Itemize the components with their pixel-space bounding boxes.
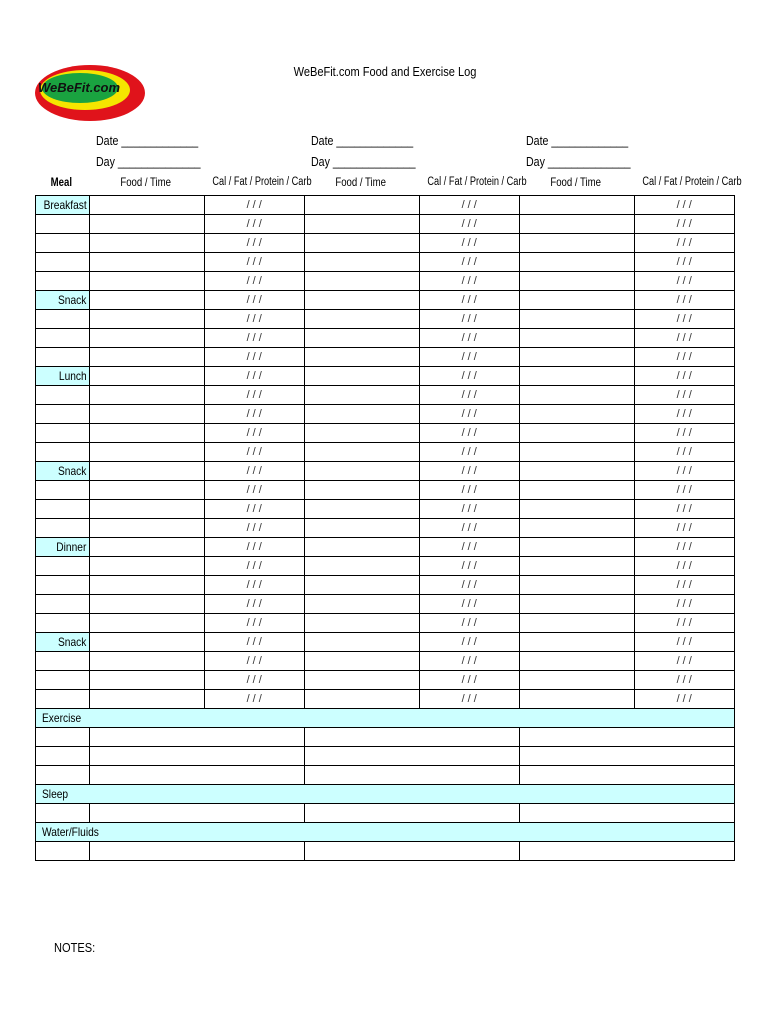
- day1-food-cell[interactable]: [89, 234, 204, 253]
- day2-entry-cell[interactable]: [304, 842, 519, 861]
- day2-food-cell[interactable]: [304, 462, 419, 481]
- day2-food-cell[interactable]: [304, 443, 419, 462]
- table-row: [36, 842, 735, 861]
- day2-entry-cell[interactable]: [304, 766, 519, 785]
- day2-macro-cell[interactable]: / / /: [419, 595, 519, 614]
- day2-macro-cell[interactable]: / / /: [419, 481, 519, 500]
- meal-label: Lunch: [58, 369, 87, 383]
- day1-macro-cell[interactable]: / / /: [204, 272, 304, 291]
- food-log-table: [35, 195, 735, 861]
- table-row: [36, 424, 735, 443]
- section-label: Exercise: [42, 711, 82, 725]
- meal-label: Snack: [58, 293, 87, 307]
- day1-food-cell[interactable]: [89, 367, 204, 386]
- day3-food-cell[interactable]: [519, 196, 634, 215]
- section-header-row: [36, 785, 735, 804]
- day2-macro-cell[interactable]: / / /: [419, 253, 519, 272]
- meal-label-cell: [36, 633, 90, 652]
- section-label: Sleep: [42, 787, 69, 801]
- section-label: Water/Fluids: [42, 825, 99, 839]
- day1-entry-cell[interactable]: [89, 804, 304, 823]
- day3-macro-cell[interactable]: / / /: [634, 253, 734, 272]
- table-row: [36, 728, 735, 747]
- day3-food-cell[interactable]: [519, 329, 634, 348]
- day1-food-cell[interactable]: [89, 462, 204, 481]
- meal-cell: [36, 310, 90, 329]
- day2-macro-cell[interactable]: / / /: [419, 234, 519, 253]
- day2-macro-cell[interactable]: / / /: [419, 500, 519, 519]
- day1-macro-cell[interactable]: / / /: [204, 234, 304, 253]
- day3-food-cell[interactable]: [519, 614, 634, 633]
- section-entry-cell[interactable]: [36, 804, 90, 823]
- day1-entry-cell[interactable]: [89, 728, 304, 747]
- day1-food-cell[interactable]: [89, 348, 204, 367]
- day1-entry-cell[interactable]: [89, 766, 304, 785]
- meal-column-header: Meal: [50, 175, 72, 189]
- day2-macro-cell[interactable]: / / /: [419, 348, 519, 367]
- day1-food-cell[interactable]: [89, 633, 204, 652]
- day3-macro-cell[interactable]: / / /: [634, 519, 734, 538]
- day3-macro-cell[interactable]: / / /: [634, 595, 734, 614]
- day2-food-cell[interactable]: [304, 481, 419, 500]
- day3-food-cell[interactable]: [519, 576, 634, 595]
- day3-macro-cell[interactable]: / / /: [634, 234, 734, 253]
- day2-food-cell[interactable]: [304, 329, 419, 348]
- day2-food-cell[interactable]: [304, 595, 419, 614]
- day1-macro-cell[interactable]: / / /: [204, 557, 304, 576]
- day3-macro-cell[interactable]: / / /: [634, 329, 734, 348]
- meal-cell: [36, 614, 90, 633]
- day1-macro-cell[interactable]: / / /: [204, 519, 304, 538]
- table-row: [36, 405, 735, 424]
- day3-food-cell[interactable]: [519, 671, 634, 690]
- meal-label-cell: [36, 291, 90, 310]
- day3-food-cell[interactable]: [519, 652, 634, 671]
- day2-food-cell[interactable]: [304, 253, 419, 272]
- day3-food-cell[interactable]: [519, 633, 634, 652]
- day1-macro-cell[interactable]: / / /: [204, 500, 304, 519]
- table-row: [36, 614, 735, 633]
- day2-food-cell[interactable]: [304, 500, 419, 519]
- day3-food-cell[interactable]: [519, 234, 634, 253]
- meal-cell: [36, 253, 90, 272]
- section-header-row: [36, 823, 735, 842]
- day3-food-cell[interactable]: [519, 500, 634, 519]
- day2-food-cell[interactable]: [304, 367, 419, 386]
- day3-food-cell[interactable]: [519, 690, 634, 709]
- day1-food-header: Food / Time: [120, 175, 171, 189]
- day3-macro-cell[interactable]: / / /: [634, 500, 734, 519]
- day3-macro-cell[interactable]: / / /: [634, 405, 734, 424]
- day1-macro-cell[interactable]: / / /: [204, 443, 304, 462]
- day3-macro-cell[interactable]: / / /: [634, 690, 734, 709]
- table-row: [36, 196, 735, 215]
- day3-food-cell[interactable]: [519, 215, 634, 234]
- day3-food-cell[interactable]: [519, 291, 634, 310]
- day2-macro-cell[interactable]: / / /: [419, 462, 519, 481]
- day1-food-cell[interactable]: [89, 196, 204, 215]
- day1-entry-cell[interactable]: [89, 747, 304, 766]
- meal-label-cell: [36, 462, 90, 481]
- day2-macro-cell[interactable]: / / /: [419, 443, 519, 462]
- day1-food-cell[interactable]: [89, 272, 204, 291]
- meal-label-cell: [36, 196, 90, 215]
- day2-food-cell[interactable]: [304, 633, 419, 652]
- day3-macro-cell[interactable]: / / /: [634, 443, 734, 462]
- day3-macro-cell[interactable]: / / /: [634, 481, 734, 500]
- meal-label-cell: [36, 367, 90, 386]
- day2-macro-cell[interactable]: / / /: [419, 424, 519, 443]
- day2-macro-cell[interactable]: / / /: [419, 557, 519, 576]
- day2-macro-cell[interactable]: / / /: [419, 633, 519, 652]
- day2-macro-cell[interactable]: / / /: [419, 519, 519, 538]
- day2-macro-cell[interactable]: / / /: [419, 272, 519, 291]
- meal-cell: [36, 500, 90, 519]
- day1-macro-cell[interactable]: / / /: [204, 329, 304, 348]
- day1-macro-cell[interactable]: / / /: [204, 405, 304, 424]
- table-row: [36, 557, 735, 576]
- day1-macro-cell[interactable]: / / /: [204, 671, 304, 690]
- day2-macro-cell[interactable]: / / /: [419, 196, 519, 215]
- day3-macro-header: Cal / Fat / Protein / Carb: [642, 176, 742, 188]
- day1-food-cell[interactable]: [89, 690, 204, 709]
- day2-day-field[interactable]: Day ______________: [311, 155, 416, 169]
- day3-macro-cell[interactable]: / / /: [634, 291, 734, 310]
- table-row: [36, 576, 735, 595]
- meal-cell: [36, 595, 90, 614]
- day1-food-cell[interactable]: [89, 595, 204, 614]
- day1-macro-cell[interactable]: / / /: [204, 481, 304, 500]
- day1-macro-cell[interactable]: / / /: [204, 424, 304, 443]
- table-row: [36, 747, 735, 766]
- day3-food-cell[interactable]: [519, 367, 634, 386]
- table-row: [36, 671, 735, 690]
- day2-food-cell[interactable]: [304, 538, 419, 557]
- day2-food-cell[interactable]: [304, 215, 419, 234]
- day3-food-cell[interactable]: [519, 424, 634, 443]
- day3-macro-cell[interactable]: / / /: [634, 424, 734, 443]
- day3-macro-cell[interactable]: / / /: [634, 215, 734, 234]
- meal-cell: [36, 576, 90, 595]
- day2-date-field[interactable]: Date _____________: [311, 134, 414, 148]
- meal-label-cell: [36, 538, 90, 557]
- day1-food-cell[interactable]: [89, 310, 204, 329]
- day2-food-cell[interactable]: [304, 671, 419, 690]
- meal-label: Dinner: [56, 540, 87, 554]
- table-row: [36, 462, 735, 481]
- day2-macro-header: Cal / Fat / Protein / Carb: [427, 176, 527, 188]
- notes-label: NOTES:: [54, 940, 96, 955]
- day2-food-cell[interactable]: [304, 690, 419, 709]
- day1-macro-cell[interactable]: / / /: [204, 538, 304, 557]
- day2-entry-cell[interactable]: [304, 804, 519, 823]
- meal-cell: [36, 272, 90, 291]
- meal-label: Snack: [58, 635, 87, 649]
- day1-macro-cell[interactable]: / / /: [204, 291, 304, 310]
- meal-cell: [36, 234, 90, 253]
- day1-food-cell[interactable]: [89, 215, 204, 234]
- table-row: [36, 386, 735, 405]
- day1-macro-cell[interactable]: / / /: [204, 215, 304, 234]
- day1-macro-cell[interactable]: / / /: [204, 652, 304, 671]
- meal-cell: [36, 652, 90, 671]
- day1-food-cell[interactable]: [89, 291, 204, 310]
- day3-food-cell[interactable]: [519, 557, 634, 576]
- day3-food-cell[interactable]: [519, 538, 634, 557]
- day3-date-field[interactable]: Date _____________: [526, 134, 629, 148]
- day1-macro-cell[interactable]: / / /: [204, 576, 304, 595]
- day1-food-cell[interactable]: [89, 557, 204, 576]
- day1-food-cell[interactable]: [89, 519, 204, 538]
- meal-cell: [36, 519, 90, 538]
- meal-cell: [36, 424, 90, 443]
- day1-food-cell[interactable]: [89, 652, 204, 671]
- day2-macro-cell[interactable]: / / /: [419, 652, 519, 671]
- day1-macro-cell[interactable]: / / /: [204, 462, 304, 481]
- day1-macro-cell[interactable]: / / /: [204, 595, 304, 614]
- table-row: [36, 367, 735, 386]
- day1-food-cell[interactable]: [89, 576, 204, 595]
- day1-food-cell[interactable]: [89, 253, 204, 272]
- page-title: WeBeFit.com Food and Exercise Log: [293, 64, 477, 79]
- day3-macro-cell[interactable]: / / /: [634, 557, 734, 576]
- day3-food-cell[interactable]: [519, 443, 634, 462]
- day1-food-cell[interactable]: [89, 538, 204, 557]
- table-row: [36, 538, 735, 557]
- day1-food-cell[interactable]: [89, 329, 204, 348]
- day2-food-cell[interactable]: [304, 291, 419, 310]
- day1-food-cell[interactable]: [89, 405, 204, 424]
- table-row: [36, 500, 735, 519]
- day3-food-cell[interactable]: [519, 462, 634, 481]
- day1-macro-header: Cal / Fat / Protein / Carb: [212, 176, 312, 188]
- day1-date-field[interactable]: Date _____________: [96, 134, 199, 148]
- day2-macro-cell[interactable]: / / /: [419, 671, 519, 690]
- section-label-cell: [36, 709, 735, 728]
- day2-food-cell[interactable]: [304, 196, 419, 215]
- day3-entry-cell[interactable]: [519, 728, 734, 747]
- table-row: [36, 595, 735, 614]
- table-row: [36, 443, 735, 462]
- day3-macro-cell[interactable]: / / /: [634, 386, 734, 405]
- day2-food-cell[interactable]: [304, 386, 419, 405]
- meal-cell: [36, 386, 90, 405]
- day3-day-field[interactable]: Day ______________: [526, 155, 631, 169]
- day1-macro-cell[interactable]: / / /: [204, 614, 304, 633]
- day3-macro-cell[interactable]: / / /: [634, 196, 734, 215]
- day1-food-cell[interactable]: [89, 614, 204, 633]
- table-row: [36, 291, 735, 310]
- day3-food-cell[interactable]: [519, 310, 634, 329]
- day2-food-cell[interactable]: [304, 348, 419, 367]
- day3-food-cell[interactable]: [519, 481, 634, 500]
- table-row: [36, 272, 735, 291]
- day3-macro-cell[interactable]: / / /: [634, 633, 734, 652]
- day2-food-cell[interactable]: [304, 405, 419, 424]
- day1-macro-cell[interactable]: / / /: [204, 633, 304, 652]
- day1-macro-cell[interactable]: / / /: [204, 386, 304, 405]
- day2-macro-cell[interactable]: / / /: [419, 310, 519, 329]
- table-row: [36, 253, 735, 272]
- day3-entry-cell[interactable]: [519, 842, 734, 861]
- day1-macro-cell[interactable]: / / /: [204, 690, 304, 709]
- day1-food-cell[interactable]: [89, 500, 204, 519]
- day2-food-cell[interactable]: [304, 234, 419, 253]
- day3-food-header: Food / Time: [550, 175, 601, 189]
- section-entry-cell[interactable]: [36, 766, 90, 785]
- meal-cell: [36, 671, 90, 690]
- day3-macro-cell[interactable]: / / /: [634, 614, 734, 633]
- day2-macro-cell[interactable]: / / /: [419, 576, 519, 595]
- table-row: [36, 519, 735, 538]
- day2-food-cell[interactable]: [304, 614, 419, 633]
- day3-food-cell[interactable]: [519, 405, 634, 424]
- day2-macro-cell[interactable]: / / /: [419, 291, 519, 310]
- meal-cell: [36, 481, 90, 500]
- day2-food-cell[interactable]: [304, 576, 419, 595]
- day2-macro-cell[interactable]: / / /: [419, 329, 519, 348]
- day3-macro-cell[interactable]: / / /: [634, 348, 734, 367]
- meal-cell: [36, 443, 90, 462]
- day3-entry-cell[interactable]: [519, 804, 734, 823]
- meal-label: Breakfast: [43, 198, 87, 212]
- day3-macro-cell[interactable]: / / /: [634, 367, 734, 386]
- section-entry-cell[interactable]: [36, 728, 90, 747]
- day2-food-cell[interactable]: [304, 557, 419, 576]
- meal-cell: [36, 690, 90, 709]
- day1-macro-cell[interactable]: / / /: [204, 196, 304, 215]
- meal-cell: [36, 557, 90, 576]
- meal-cell: [36, 348, 90, 367]
- day1-entry-cell[interactable]: [89, 842, 304, 861]
- day2-food-header: Food / Time: [335, 175, 386, 189]
- meal-label: Snack: [58, 464, 87, 478]
- day3-macro-cell[interactable]: / / /: [634, 272, 734, 291]
- section-label-cell: [36, 823, 735, 842]
- day2-food-cell[interactable]: [304, 424, 419, 443]
- day1-macro-cell[interactable]: / / /: [204, 367, 304, 386]
- day1-food-cell[interactable]: [89, 671, 204, 690]
- table-row: [36, 652, 735, 671]
- day2-macro-cell[interactable]: / / /: [419, 538, 519, 557]
- day3-food-cell[interactable]: [519, 519, 634, 538]
- day2-macro-cell[interactable]: / / /: [419, 690, 519, 709]
- table-row: [36, 766, 735, 785]
- day2-food-cell[interactable]: [304, 652, 419, 671]
- day2-food-cell[interactable]: [304, 272, 419, 291]
- day2-entry-cell[interactable]: [304, 728, 519, 747]
- table-row: [36, 310, 735, 329]
- table-row: [36, 215, 735, 234]
- day2-macro-cell[interactable]: / / /: [419, 367, 519, 386]
- day3-macro-cell[interactable]: / / /: [634, 538, 734, 557]
- day2-macro-cell[interactable]: / / /: [419, 614, 519, 633]
- day2-food-cell[interactable]: [304, 519, 419, 538]
- day1-food-cell[interactable]: [89, 424, 204, 443]
- day2-macro-cell[interactable]: / / /: [419, 405, 519, 424]
- section-header-row: [36, 709, 735, 728]
- day3-macro-cell[interactable]: / / /: [634, 652, 734, 671]
- day3-macro-cell[interactable]: / / /: [634, 576, 734, 595]
- day3-food-cell[interactable]: [519, 272, 634, 291]
- meal-cell: [36, 329, 90, 348]
- day3-food-cell[interactable]: [519, 348, 634, 367]
- day1-food-cell[interactable]: [89, 443, 204, 462]
- day3-food-cell[interactable]: [519, 253, 634, 272]
- day1-food-cell[interactable]: [89, 386, 204, 405]
- day3-food-cell[interactable]: [519, 386, 634, 405]
- table-row: [36, 804, 735, 823]
- section-entry-cell[interactable]: [36, 747, 90, 766]
- day3-entry-cell[interactable]: [519, 766, 734, 785]
- section-entry-cell[interactable]: [36, 842, 90, 861]
- table-row: [36, 481, 735, 500]
- table-row: [36, 633, 735, 652]
- day2-food-cell[interactable]: [304, 310, 419, 329]
- day3-macro-cell[interactable]: / / /: [634, 671, 734, 690]
- table-row: [36, 348, 735, 367]
- day2-entry-cell[interactable]: [304, 747, 519, 766]
- day1-day-field[interactable]: Day ______________: [96, 155, 201, 169]
- day2-macro-cell[interactable]: / / /: [419, 215, 519, 234]
- day3-entry-cell[interactable]: [519, 747, 734, 766]
- table-row: [36, 329, 735, 348]
- section-label-cell: [36, 785, 735, 804]
- day3-macro-cell[interactable]: / / /: [634, 310, 734, 329]
- day1-food-cell[interactable]: [89, 481, 204, 500]
- day3-macro-cell[interactable]: / / /: [634, 462, 734, 481]
- day1-macro-cell[interactable]: / / /: [204, 310, 304, 329]
- table-row: [36, 234, 735, 253]
- meal-cell: [36, 405, 90, 424]
- table-row: [36, 690, 735, 709]
- day1-macro-cell[interactable]: / / /: [204, 348, 304, 367]
- day2-macro-cell[interactable]: / / /: [419, 386, 519, 405]
- day1-macro-cell[interactable]: / / /: [204, 253, 304, 272]
- meal-cell: [36, 215, 90, 234]
- logo-text: WeBeFit.com: [37, 80, 121, 95]
- day3-food-cell[interactable]: [519, 595, 634, 614]
